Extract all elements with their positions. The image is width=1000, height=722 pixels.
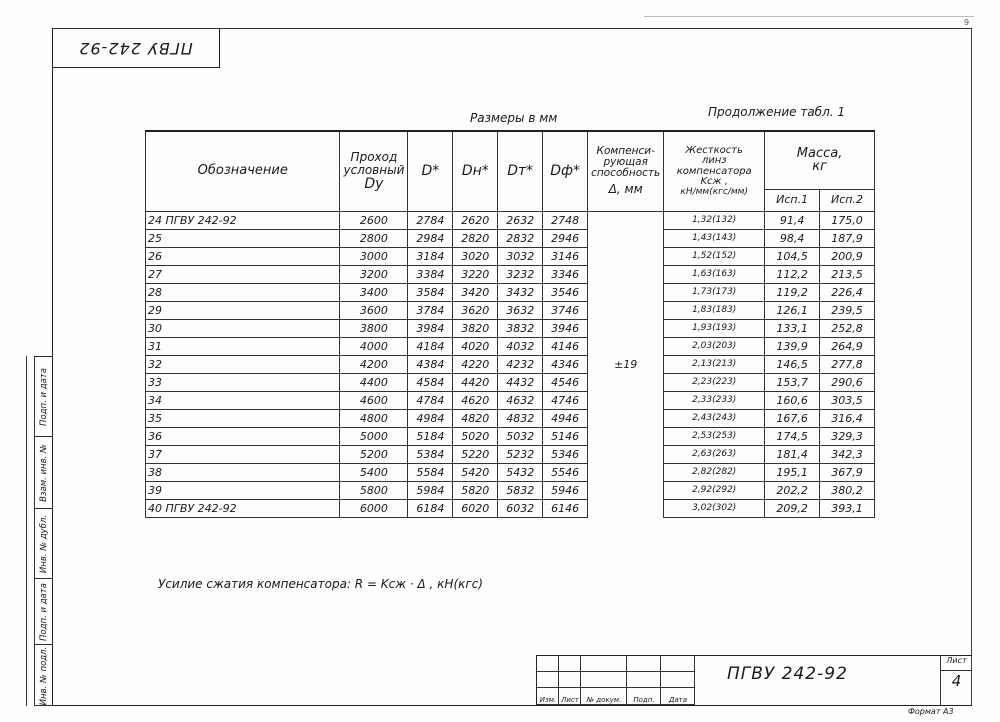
- table-row: [146, 373, 875, 391]
- cell-Df: 4946: [543, 409, 588, 427]
- cell-m2: 277,8: [820, 355, 875, 373]
- side-cell-dup-inv: Инв. № дубл.: [35, 509, 52, 579]
- side-stamp-strip: [34, 356, 52, 706]
- cell-Df: 4146: [543, 337, 588, 355]
- cell-D: 2784: [408, 211, 453, 229]
- stamp-cell: [627, 688, 661, 705]
- cell-Dn: 4220: [453, 355, 498, 373]
- table-row: [146, 355, 875, 373]
- scan-edge-line: [644, 16, 974, 17]
- cell-d: 33: [146, 373, 340, 391]
- cell-D: 3184: [408, 247, 453, 265]
- cell-m2: 175,0: [820, 211, 875, 229]
- cell-Dn: 3020: [453, 247, 498, 265]
- header-Dt: Dт*: [498, 131, 543, 211]
- table-row: [146, 319, 875, 337]
- stamp-cell: [537, 688, 559, 705]
- cell-m1: 126,1: [765, 301, 820, 319]
- cell-Dn: 4420: [453, 373, 498, 391]
- stamp-sheet-box: [940, 656, 972, 705]
- cell-D: 5584: [408, 463, 453, 481]
- cell-dy: 3000: [340, 247, 408, 265]
- table-row: [146, 265, 875, 283]
- cell-Df: 4346: [543, 355, 588, 373]
- cell-dy: 3600: [340, 301, 408, 319]
- cell-Dt: 3632: [498, 301, 543, 319]
- stamp-column-label: Подп.: [633, 696, 655, 704]
- cell-m1: 153,7: [765, 373, 820, 391]
- cell-m2: 252,8: [820, 319, 875, 337]
- cell-Df: 5946: [543, 481, 588, 499]
- cell-m2: 187,9: [820, 229, 875, 247]
- stamp-column-label: Лист: [561, 696, 579, 704]
- cell-Df: 6146: [543, 499, 588, 517]
- table-row: [146, 229, 875, 247]
- cell-k: 2,33(233): [664, 391, 765, 409]
- cell-D: 3784: [408, 301, 453, 319]
- cell-Df: 3346: [543, 265, 588, 283]
- table-row: [146, 481, 875, 499]
- cell-Dt: 3832: [498, 319, 543, 337]
- cell-D: 5184: [408, 427, 453, 445]
- cell-Dt: 3032: [498, 247, 543, 265]
- cell-Dt: 4432: [498, 373, 543, 391]
- table-row: [146, 283, 875, 301]
- cell-dy: 4400: [340, 373, 408, 391]
- cell-Dt: 6032: [498, 499, 543, 517]
- cell-D: 4784: [408, 391, 453, 409]
- cell-k: 2,43(243): [664, 409, 765, 427]
- cell-Dn: 2820: [453, 229, 498, 247]
- cell-Df: 2748: [543, 211, 588, 229]
- cell-k: 2,92(292): [664, 481, 765, 499]
- cell-D: 3384: [408, 265, 453, 283]
- cell-Dn: 4020: [453, 337, 498, 355]
- cell-Dn: 4620: [453, 391, 498, 409]
- cell-k: 2,13(213): [664, 355, 765, 373]
- cell-Dt: 3432: [498, 283, 543, 301]
- cell-m1: 181,4: [765, 445, 820, 463]
- cell-d: 32: [146, 355, 340, 373]
- cell-Dt: 3232: [498, 265, 543, 283]
- header-version-2: Исп.2: [820, 189, 875, 211]
- cell-Dn: 3420: [453, 283, 498, 301]
- format-label: Формат А3: [908, 707, 954, 716]
- cell-Df: 5146: [543, 427, 588, 445]
- cell-dy: 2800: [340, 229, 408, 247]
- cell-m2: 342,3: [820, 445, 875, 463]
- cell-d: 27: [146, 265, 340, 283]
- cell-Dn: 5420: [453, 463, 498, 481]
- cell-Df: 5546: [543, 463, 588, 481]
- header-designation: Обозначение: [146, 131, 340, 211]
- cell-m1: 139,9: [765, 337, 820, 355]
- side-cell-replace-inv: Взам. инв. №: [35, 437, 52, 509]
- cell-dy: 3400: [340, 283, 408, 301]
- cell-dy: 4800: [340, 409, 408, 427]
- cell-k: 2,23(223): [664, 373, 765, 391]
- side-cell-sign-date-2: Подп. и дата: [35, 579, 52, 645]
- header-Dn: Dн*: [453, 131, 498, 211]
- cell-Dn: 3820: [453, 319, 498, 337]
- cell-d: 29: [146, 301, 340, 319]
- cell-m1: 146,5: [765, 355, 820, 373]
- cell-Dn: 2620: [453, 211, 498, 229]
- cell-dy: 5000: [340, 427, 408, 445]
- stamp-sheet-label: Лист: [941, 656, 972, 671]
- table-row: [146, 463, 875, 481]
- table-row: [146, 211, 875, 229]
- stamp-cell: [559, 656, 581, 672]
- cell-Dt: 2832: [498, 229, 543, 247]
- cell-D: 4384: [408, 355, 453, 373]
- title-block-stamp: [536, 655, 972, 706]
- cell-m2: 200,9: [820, 247, 875, 265]
- table-row: [146, 247, 875, 265]
- cell-m1: 174,5: [765, 427, 820, 445]
- cell-Dt: 5232: [498, 445, 543, 463]
- cell-dy: 3200: [340, 265, 408, 283]
- cell-D: 5984: [408, 481, 453, 499]
- cell-Dn: 5020: [453, 427, 498, 445]
- cell-k: 1,73(173): [664, 283, 765, 301]
- cell-d: 35: [146, 409, 340, 427]
- header-mass: Масса, кг: [765, 131, 875, 189]
- continuation-caption: Продолжение табл. 1: [708, 105, 846, 119]
- cell-m1: 104,5: [765, 247, 820, 265]
- cell-dy: 5400: [340, 463, 408, 481]
- cell-Dt: 4032: [498, 337, 543, 355]
- cell-Df: 3546: [543, 283, 588, 301]
- cell-m2: 226,4: [820, 283, 875, 301]
- top-document-code: ПГВУ 242-92: [78, 39, 193, 58]
- cell-dy: 3800: [340, 319, 408, 337]
- cell-m2: 367,9: [820, 463, 875, 481]
- cell-Dn: 3220: [453, 265, 498, 283]
- cell-dy: 5200: [340, 445, 408, 463]
- cell-m1: 91,4: [765, 211, 820, 229]
- cell-m1: 98,4: [765, 229, 820, 247]
- cell-D: 3584: [408, 283, 453, 301]
- cell-Dn: 6020: [453, 499, 498, 517]
- cell-k: 1,83(183): [664, 301, 765, 319]
- cell-Dt: 4632: [498, 391, 543, 409]
- table-row: [146, 337, 875, 355]
- cell-d: 37: [146, 445, 340, 463]
- cell-d: 25: [146, 229, 340, 247]
- table-row: [146, 301, 875, 319]
- cell-dy: 5800: [340, 481, 408, 499]
- cell-d: 36: [146, 427, 340, 445]
- cell-Dt: 5432: [498, 463, 543, 481]
- cell-d: 26: [146, 247, 340, 265]
- page-mark: 9: [964, 18, 970, 27]
- cell-Df: 3746: [543, 301, 588, 319]
- cell-Dt: 5032: [498, 427, 543, 445]
- cell-d: 30: [146, 319, 340, 337]
- cell-m1: 167,6: [765, 409, 820, 427]
- dimensions-table: [145, 130, 875, 518]
- cell-Dt: 2632: [498, 211, 543, 229]
- cell-D: 3984: [408, 319, 453, 337]
- cell-Dt: 4232: [498, 355, 543, 373]
- cell-d: 28: [146, 283, 340, 301]
- cell-m2: 380,2: [820, 481, 875, 499]
- cell-k: 1,32(132): [664, 211, 765, 229]
- cell-dy: 6000: [340, 499, 408, 517]
- cell-k: 1,43(143): [664, 229, 765, 247]
- units-caption: Размеры в мм: [470, 111, 558, 125]
- cell-m2: 303,5: [820, 391, 875, 409]
- cell-d: 34: [146, 391, 340, 409]
- force-formula: Усилие сжатия компенсатора: R = Kсж · Δ , кН(кгс): [158, 577, 483, 591]
- cell-D: 6184: [408, 499, 453, 517]
- stamp-cell: [581, 688, 627, 705]
- cell-d: 39: [146, 481, 340, 499]
- stamp-cell: [559, 688, 581, 705]
- cell-Df: 2946: [543, 229, 588, 247]
- stamp-sheet-number: 4: [951, 672, 962, 690]
- cell-dy: 4000: [340, 337, 408, 355]
- cell-m1: 112,2: [765, 265, 820, 283]
- cell-m2: 290,6: [820, 373, 875, 391]
- cell-k: 2,03(203): [664, 337, 765, 355]
- cell-m1: 209,2: [765, 499, 820, 517]
- stamp-column-label: № докум.: [586, 696, 622, 704]
- cell-dy: 2600: [340, 211, 408, 229]
- cell-Df: 3946: [543, 319, 588, 337]
- cell-D: 4984: [408, 409, 453, 427]
- cell-Dn: 4820: [453, 409, 498, 427]
- cell-k: 2,63(263): [664, 445, 765, 463]
- cell-D: 4184: [408, 337, 453, 355]
- cell-compensation: ±19: [588, 211, 664, 517]
- cell-D: 4584: [408, 373, 453, 391]
- cell-k: 2,82(282): [664, 463, 765, 481]
- cell-Dn: 5820: [453, 481, 498, 499]
- cell-Dn: 5220: [453, 445, 498, 463]
- side-cell-sign-date-1: Подп. и дата: [35, 357, 52, 437]
- cell-D: 2984: [408, 229, 453, 247]
- stamp-cell: [581, 672, 627, 688]
- cell-dy: 4200: [340, 355, 408, 373]
- cell-m2: 316,4: [820, 409, 875, 427]
- cell-m1: 160,6: [765, 391, 820, 409]
- cell-m1: 195,1: [765, 463, 820, 481]
- table-row: [146, 409, 875, 427]
- cell-m1: 133,1: [765, 319, 820, 337]
- cell-k: 1,52(152): [664, 247, 765, 265]
- cell-D: 5384: [408, 445, 453, 463]
- stamp-cell: [661, 688, 695, 705]
- cell-dy: 4600: [340, 391, 408, 409]
- header-version-1: Исп.1: [765, 189, 820, 211]
- stamp-cell: [661, 672, 695, 688]
- cell-Df: 5346: [543, 445, 588, 463]
- cell-m2: 213,5: [820, 265, 875, 283]
- cell-m2: 239,5: [820, 301, 875, 319]
- cell-m1: 119,2: [765, 283, 820, 301]
- table-row: [146, 427, 875, 445]
- top-document-code-box: [52, 28, 220, 68]
- cell-Df: 4546: [543, 373, 588, 391]
- stamp-cell: [559, 672, 581, 688]
- stamp-cell: [627, 672, 661, 688]
- stamp-cell: [627, 656, 661, 672]
- header-nominal: Проход условный Dy: [340, 131, 408, 211]
- cell-m2: 329,3: [820, 427, 875, 445]
- cell-d: 38: [146, 463, 340, 481]
- cell-Dt: 5832: [498, 481, 543, 499]
- table-row: [146, 445, 875, 463]
- cell-Dn: 3620: [453, 301, 498, 319]
- header-D: D*: [408, 131, 453, 211]
- cell-Df: 3146: [543, 247, 588, 265]
- header-compensation: Компенси- рующая способность Δ, мм: [588, 131, 664, 211]
- table-row: [146, 499, 875, 517]
- cell-d: 40 ПГВУ 242-92: [146, 499, 340, 517]
- cell-m2: 393,1: [820, 499, 875, 517]
- side-cell-orig-inv: Инв. № подл.: [38, 646, 49, 705]
- cell-k: 2,53(253): [664, 427, 765, 445]
- stamp-document-code: ПГВУ 242-92: [727, 664, 848, 684]
- stamp-column-label: Дата: [668, 696, 688, 704]
- header-Df: Dф*: [543, 131, 588, 211]
- cell-m2: 264,9: [820, 337, 875, 355]
- stamp-cell: [537, 672, 559, 688]
- cell-d: 24 ПГВУ 242-92: [146, 211, 340, 229]
- stamp-revision-grid: [537, 656, 695, 705]
- cell-k: 1,63(163): [664, 265, 765, 283]
- stamp-cell: [661, 656, 695, 672]
- cell-d: 31: [146, 337, 340, 355]
- header-stiffness: Жесткость линз компенсатора Kсж , кН/мм(кгс/мм): [664, 131, 765, 211]
- cell-k: 1,93(193): [664, 319, 765, 337]
- cell-k: 3,02(302): [664, 499, 765, 517]
- table-row: [146, 391, 875, 409]
- cell-Df: 4746: [543, 391, 588, 409]
- cell-m1: 202,2: [765, 481, 820, 499]
- stamp-cell: [581, 656, 627, 672]
- stamp-cell: [537, 656, 559, 672]
- stamp-column-label: Изм.: [539, 696, 557, 704]
- cell-Dt: 4832: [498, 409, 543, 427]
